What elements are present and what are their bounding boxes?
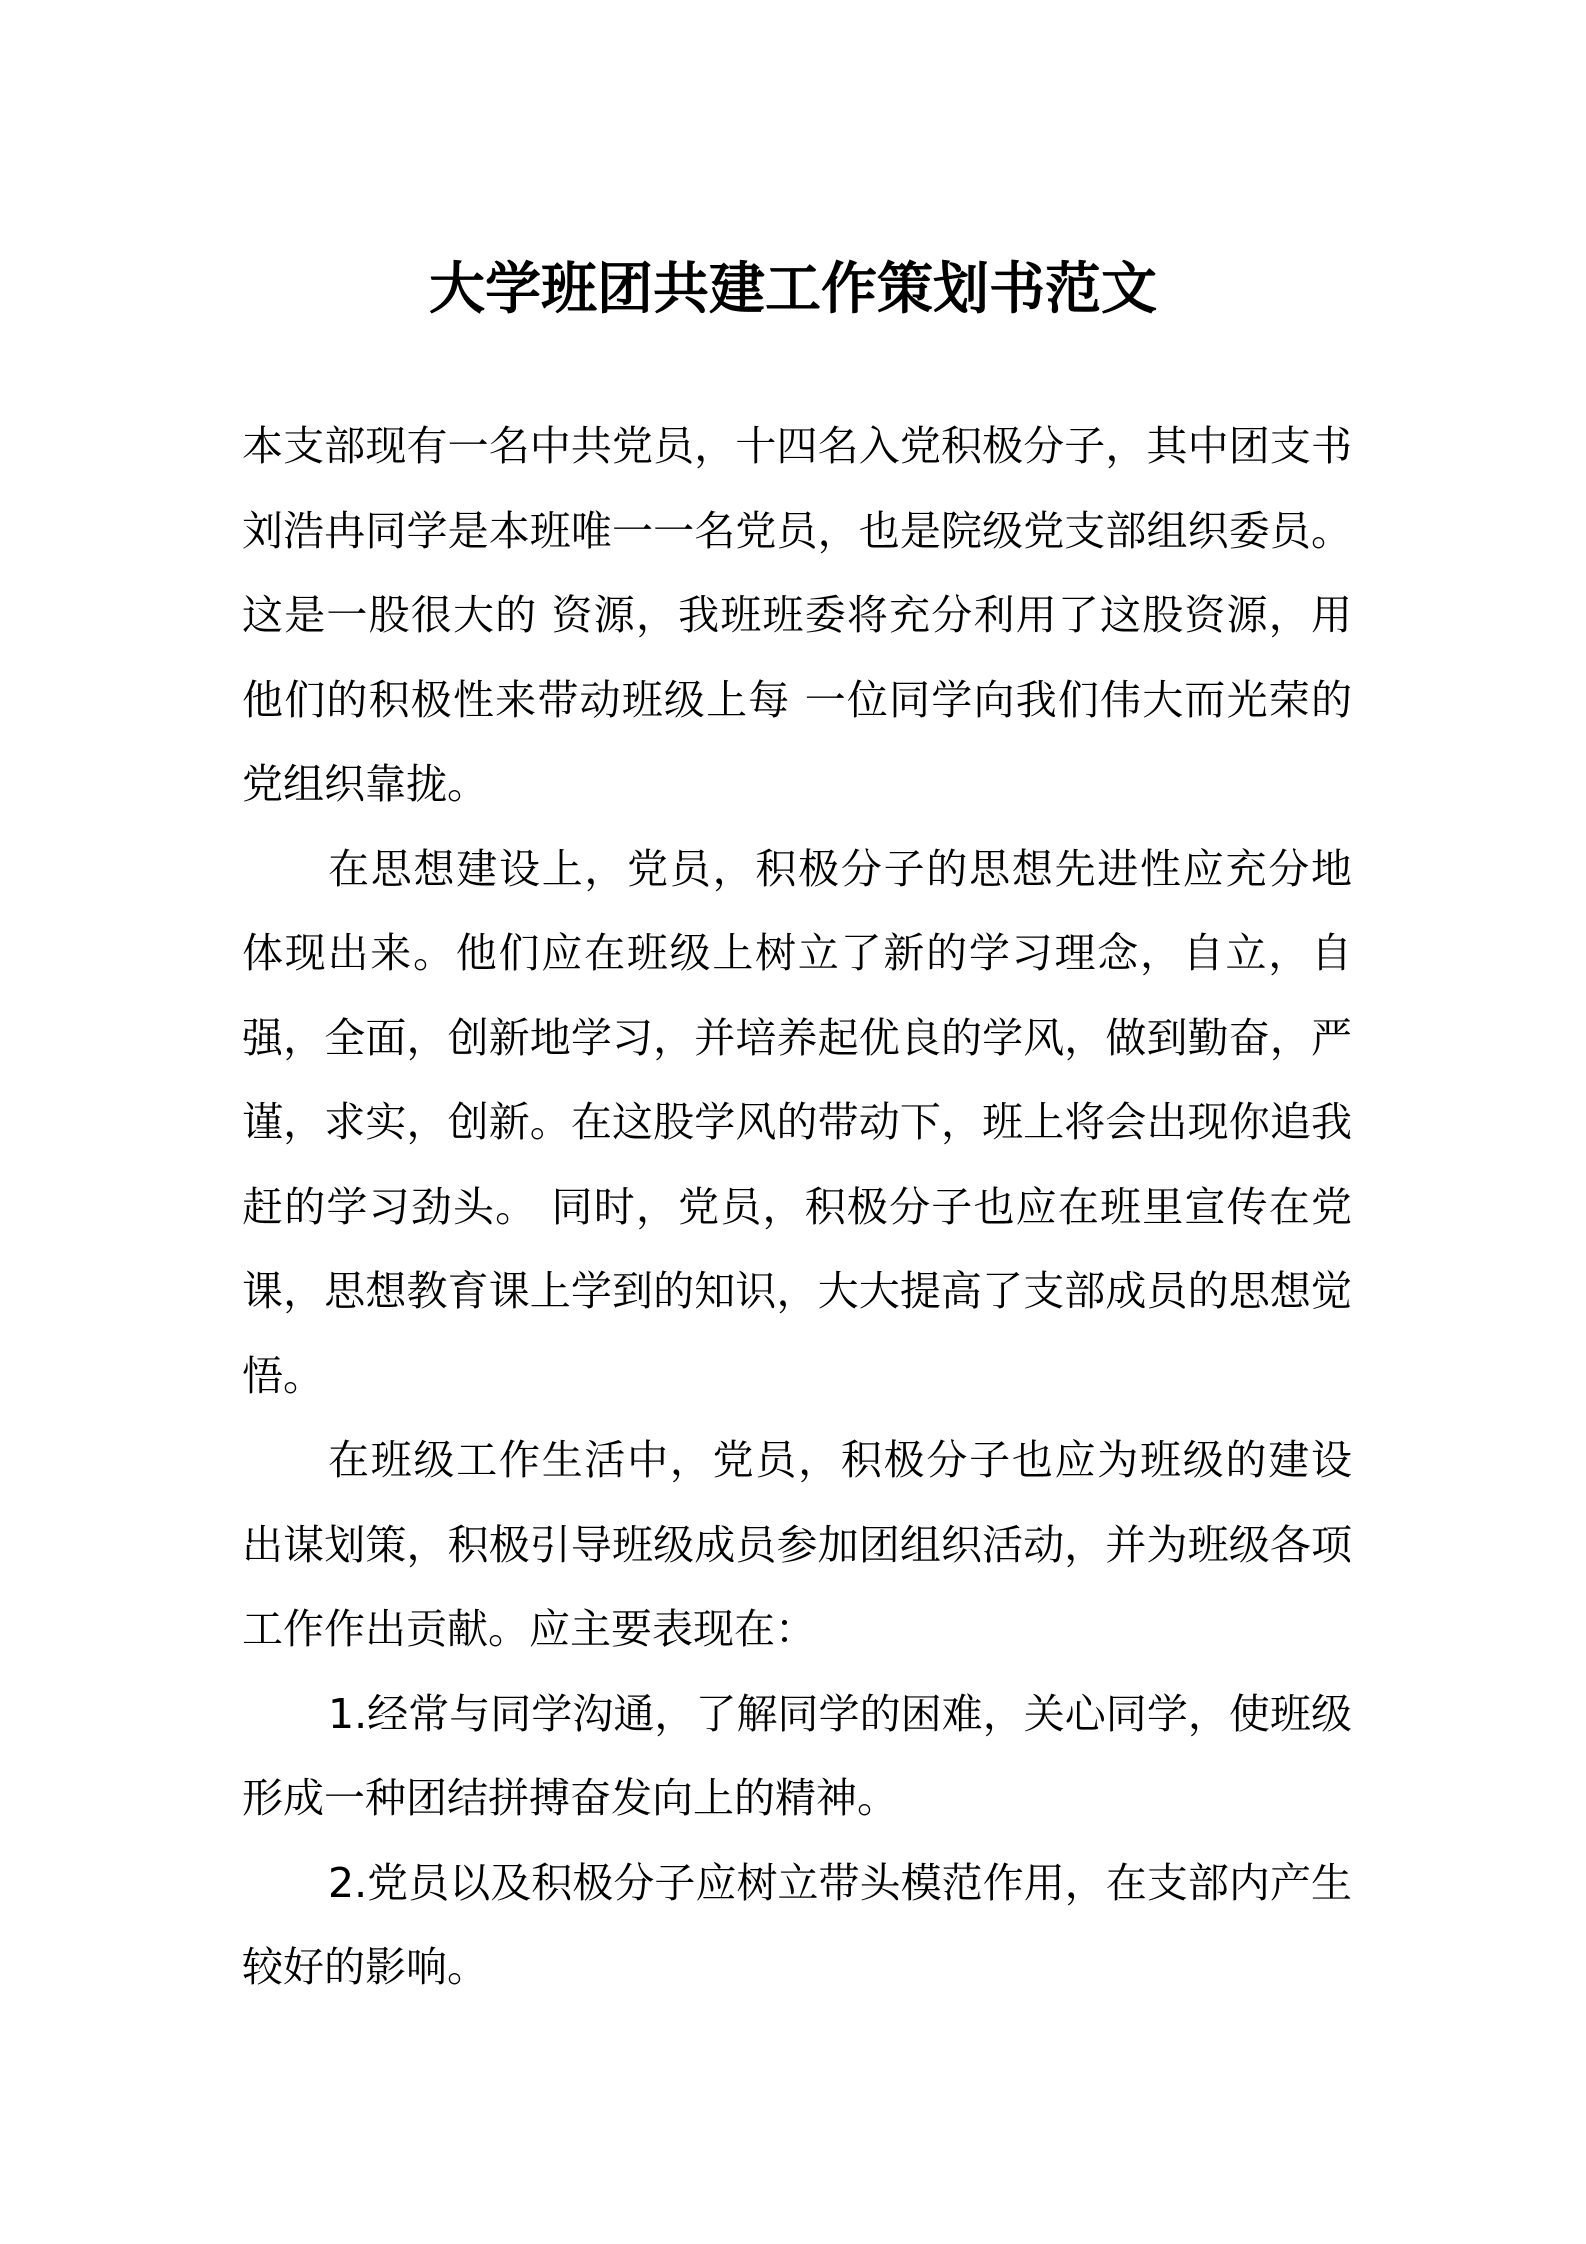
list-item-2: 2.党员以及积极分子应树立带头模范作用，在支部内产生较好的影响。 bbox=[242, 1858, 1352, 1991]
list-item-1: 1.经常与同学沟通，了解同学的困难，关心同学，使班级形成一种团结拼搏奋发向上的精神。 bbox=[242, 1689, 1352, 1822]
paragraph-class-work: 在班级工作生活中，党员，积极分子也应为班级的建设出谋划策，积极引导班级成员参加团组织活动，并为班级各项工作作出贡献。应主要表现在： bbox=[242, 1436, 1352, 1653]
paragraph-intro: 本支部现有一名中共党员，十四名入党积极分子，其中团支书刘浩冉同学是本班唯一一名党员，也是院级党支部组织委员。这是一股很大的 资源，我班班委将充分利用了这股资源，用他们的积极性来带动班级上每 一位同学向我们伟大而光荣的党组织靠拢。 bbox=[242, 422, 1352, 808]
document-body bbox=[242, 404, 1352, 2010]
document-title: 大学班团共建工作策划书范文 bbox=[429, 257, 1157, 322]
paragraph-ideology: 在思想建设上，党员，积极分子的思想先进性应充分地体现出来。他们应在班级上树立了新的学习理念，自立，自强，全面，创新地学习，并培养起优良的学风，做到勤奋，严谨，求实，创新。在这股学风的带动下，班上将会出现你追我赶的学习劲头。 同时，党员，积极分子也应在班里宣传在党课，思想教育课上学到的知识，大大提高了支部成员的思想觉悟。 bbox=[242, 844, 1352, 1400]
